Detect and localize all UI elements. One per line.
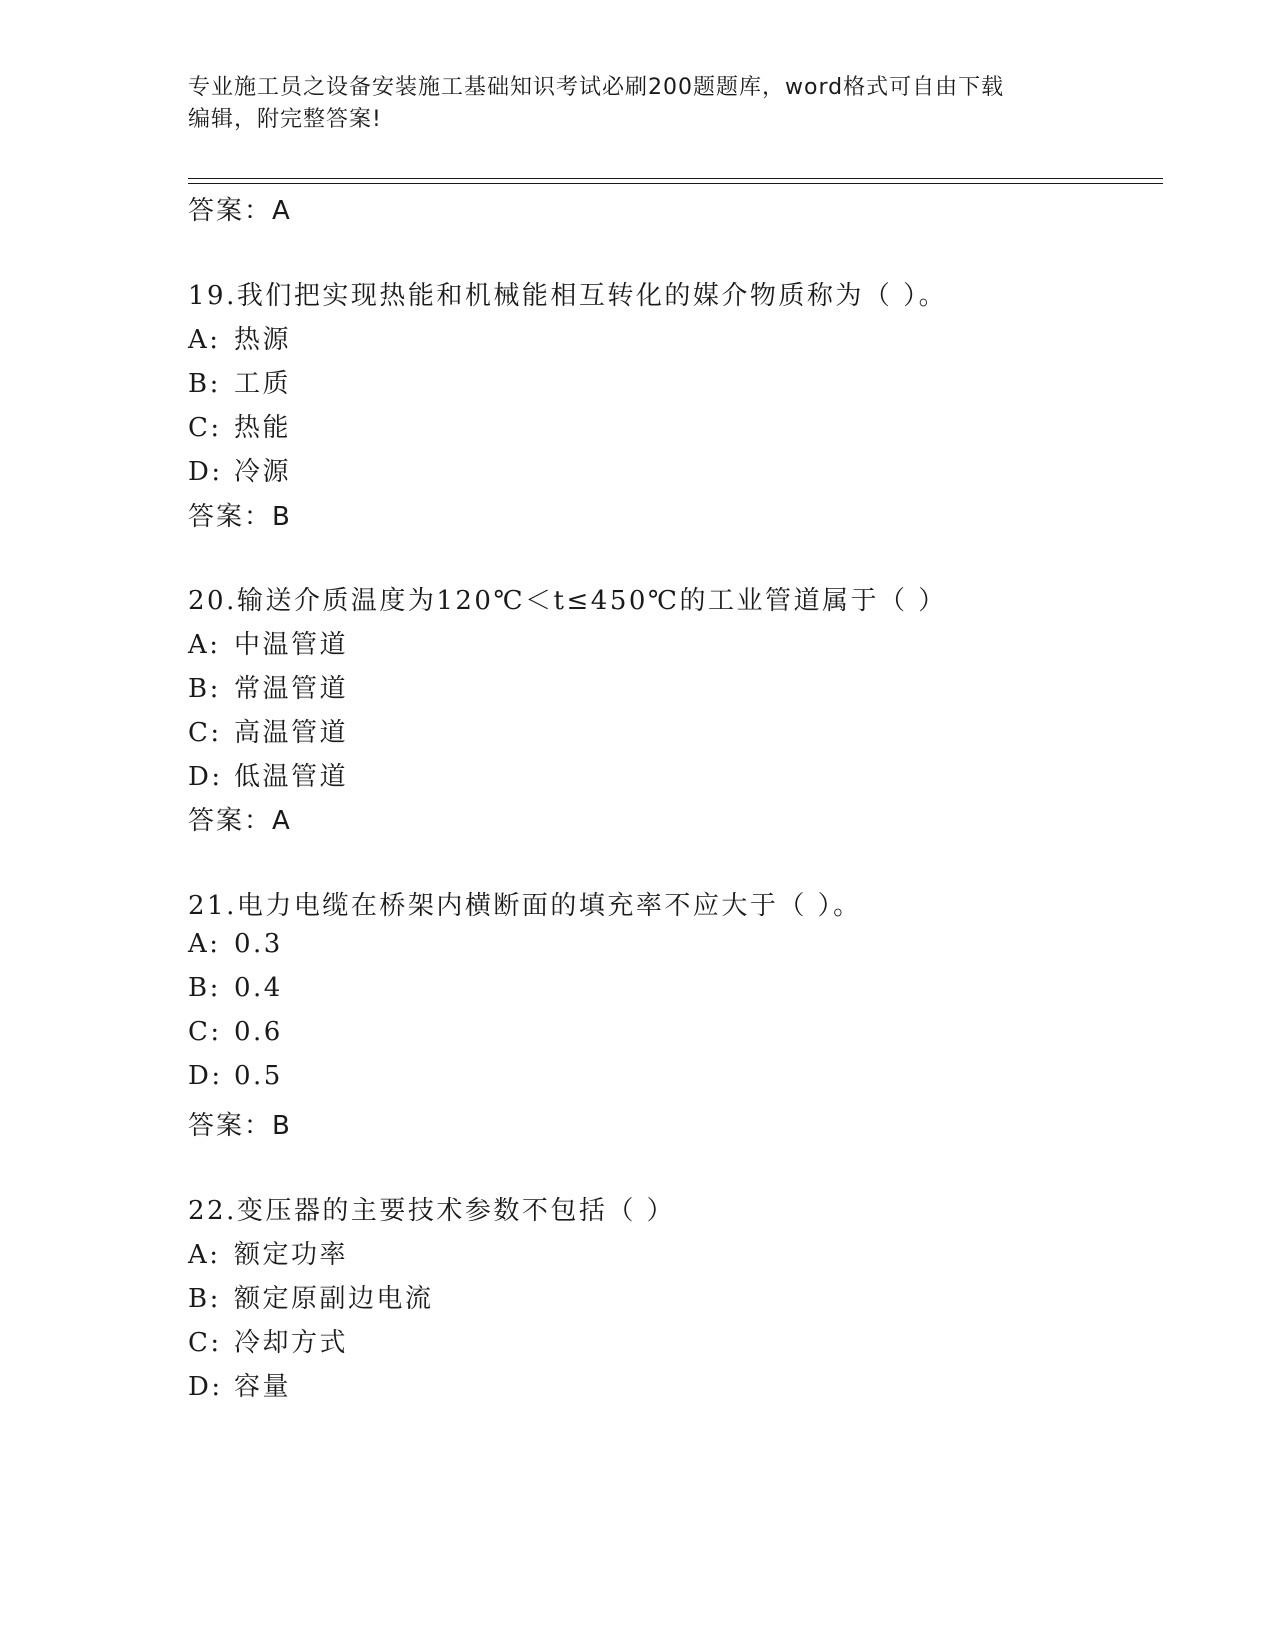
option-22-b: [188, 1278, 434, 1315]
option-letter: A:: [188, 630, 221, 660]
answer-21: 答案：B: [188, 1111, 292, 1141]
document-header: [188, 72, 1088, 136]
option-text: 额定功率: [234, 1240, 349, 1270]
option-22-c: [188, 1322, 348, 1359]
option-letter: B:: [188, 973, 221, 1003]
option-letter: A:: [188, 325, 221, 355]
option-21-a: [188, 929, 283, 959]
header-divider-bottom: [188, 183, 1163, 184]
option-21-d: [188, 1061, 283, 1091]
header-line-2: 编辑，附完整答案!: [188, 107, 382, 132]
option-22-a: [188, 1234, 348, 1271]
option-letter: C:: [188, 1328, 222, 1358]
option-text: 0.3: [234, 929, 283, 959]
option-text: 0.6: [234, 1017, 283, 1047]
option-text: 容量: [234, 1372, 292, 1402]
option-letter: C:: [188, 413, 222, 443]
option-20-d: [188, 756, 348, 793]
option-letter: D:: [188, 1061, 223, 1091]
option-text: 冷源: [234, 457, 292, 487]
option-letter: A:: [188, 1240, 221, 1270]
option-text: 热源: [234, 325, 292, 355]
answer-20: 答案：A: [188, 806, 292, 836]
option-21-c: [188, 1017, 283, 1047]
option-20-a: [188, 624, 348, 661]
option-letter: D:: [188, 457, 223, 487]
option-letter: A:: [188, 929, 221, 959]
option-21-b: [188, 973, 283, 1003]
option-text: 0.4: [234, 973, 283, 1003]
option-text: 0.5: [234, 1061, 283, 1091]
option-19-a: [188, 319, 291, 356]
option-letter: D:: [188, 762, 223, 792]
option-text: 额定原副边电流: [234, 1284, 434, 1314]
option-text: 常温管道: [234, 674, 349, 704]
question-19: 19.我们把实现热能和机械能相互转化的媒介物质称为（ ）。: [188, 281, 948, 311]
option-22-d: [188, 1366, 291, 1403]
option-letter: B:: [188, 369, 221, 399]
option-text: 热能: [234, 413, 292, 443]
option-20-b: [188, 668, 348, 705]
option-text: 低温管道: [234, 762, 349, 792]
option-19-b: [188, 363, 291, 400]
option-text: 冷却方式: [234, 1328, 349, 1358]
option-19-d: [188, 451, 291, 488]
answer-19: 答案：B: [188, 502, 292, 532]
option-20-c: [188, 712, 348, 749]
option-text: 工质: [234, 369, 292, 399]
option-text: 中温管道: [234, 630, 349, 660]
option-letter: D:: [188, 1372, 223, 1402]
option-letter: C:: [188, 718, 222, 748]
question-21: 21.电力电缆在桥架内横断面的填充率不应大于（ ）。: [188, 891, 862, 921]
answer-18: 答案：A: [188, 196, 292, 226]
header-divider-top: [188, 178, 1163, 179]
question-22: 22.变压器的主要技术参数不包括（ ）: [188, 1196, 676, 1226]
option-letter: C:: [188, 1017, 222, 1047]
option-19-c: [188, 407, 291, 444]
option-letter: B:: [188, 1284, 221, 1314]
option-letter: B:: [188, 674, 221, 704]
option-text: 高温管道: [234, 718, 349, 748]
question-20: 20.输送介质温度为120℃＜t≤450℃的工业管道属于（ ）: [188, 586, 947, 616]
header-line-1: 专业施工员之设备安装施工基础知识考试必刷200题题库，word格式可自由下载: [188, 75, 1005, 100]
